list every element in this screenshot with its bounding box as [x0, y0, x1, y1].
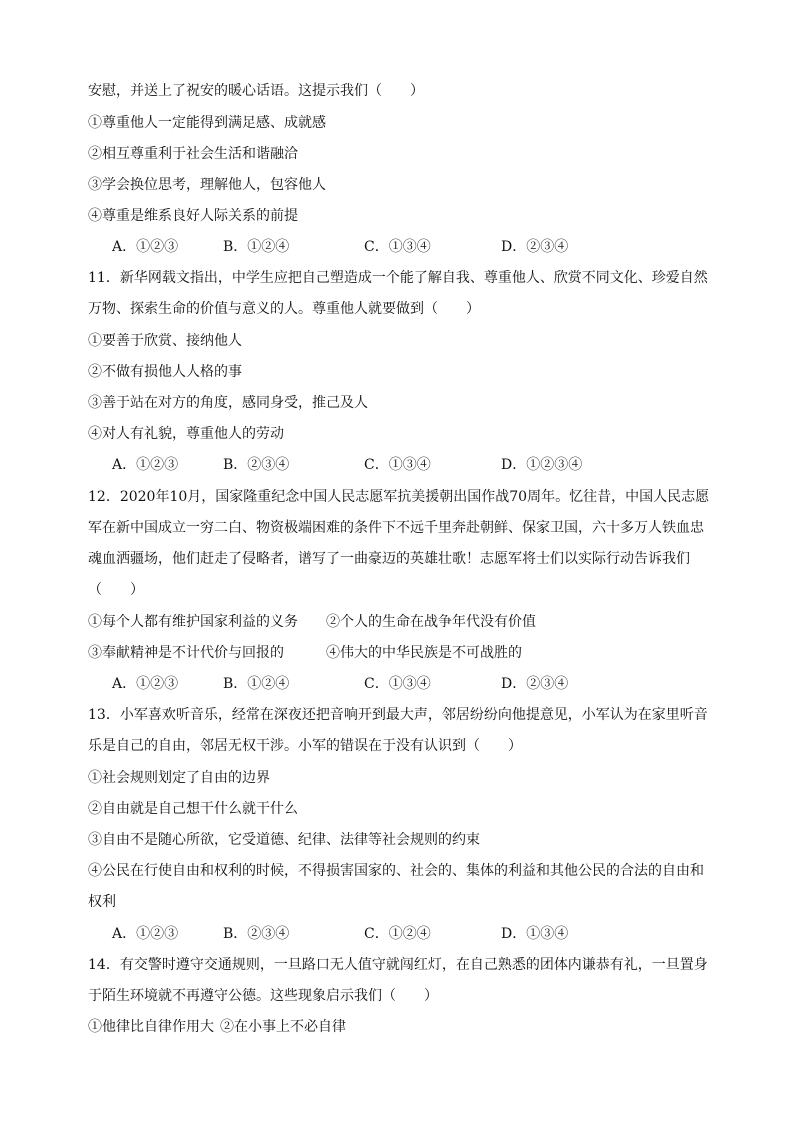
q13-stem-line-2: 乐是自己的自由，邻居无权干涉。小军的错误在于没有认识到（ ） [88, 738, 522, 754]
q11-option-b[interactable]: B．②③④ [223, 457, 290, 473]
q13-item-2: ②自由就是自己想干什么就干什么 [88, 801, 298, 817]
q12-items-row-1 [88, 612, 536, 632]
q11-item-4: ④对人有礼貌，尊重他人的劳动 [88, 426, 284, 442]
q14-item-1: ①他律比自律作用大 [88, 1019, 214, 1035]
q11-option-c[interactable]: C．①③④ [364, 457, 431, 473]
q13-option-a[interactable]: A．①②③ [112, 926, 179, 942]
q11-item-2: ②不做有损他人人格的事 [88, 364, 242, 380]
q12-stem-line-3: 魂血洒疆场，他们赶走了侵略者，谱写了一曲豪迈的英雄壮歌！志愿军将士们以实际行动告诉我们 [88, 551, 690, 567]
q12-option-a[interactable]: A．①②③ [112, 676, 179, 692]
q13-item-4-line-1: ④公民在行使自由和权利的时候，不得损害国家的、社会的、集体的利益和其他公民的合法的自由和 [88, 863, 704, 879]
q12-option-d[interactable]: D．②③④ [501, 676, 569, 692]
q10-option-a[interactable]: A．①②③ [112, 239, 179, 255]
q10-option-b[interactable]: B．①②④ [223, 239, 290, 255]
q12-option-b[interactable]: B．①②④ [223, 676, 290, 692]
q13-option-c[interactable]: C．①②④ [364, 926, 431, 942]
q10-item-1: ①尊重他人一定能得到满足感、成就感 [88, 115, 326, 131]
q10-item-4: ④尊重是维系良好人际关系的前提 [88, 208, 298, 224]
q12-item-2: ②个人的生命在战争年代没有价值 [326, 614, 536, 630]
q10-stem: 安慰，并送上了祝安的暖心话语。这提示我们（ ） [88, 83, 424, 99]
q14-items-row-1 [88, 1017, 346, 1037]
q12-stem-line-1: 12．2020年10月，国家隆重纪念中国人民志愿军抗美援朝出国作战70周年。忆往昔，中国人民志愿 [88, 489, 710, 505]
q11-option-d[interactable]: D．①②③④ [501, 457, 583, 473]
q10-item-3: ③学会换位思考，理解他人，包容他人 [88, 177, 326, 193]
q12-item-3: ③奉献精神是不计代价与回报的 [88, 645, 284, 661]
q12-item-1: ①每个人都有维护国家利益的义务 [88, 614, 298, 630]
q13-option-b[interactable]: B．②③④ [223, 926, 290, 942]
q13-item-3: ③自由不是随心所欲，它受道德、纪律、法律等社会规则的约束 [88, 832, 480, 848]
q12-stem-line-2: 军在新中国成立一穷二白、物资极端困难的条件下不远千里奔赴朝鲜、保家卫国，六十多万人铁血忠 [88, 520, 704, 536]
q10-item-2: ②相互尊重利于社会生活和谐融洽 [88, 146, 298, 162]
q10-option-c[interactable]: C．①③④ [364, 239, 431, 255]
q10-option-d[interactable]: D．②③④ [501, 239, 569, 255]
q11-stem-line-2: 万物、探索生命的价值与意义的人。尊重他人就要做到（ ） [88, 301, 480, 317]
q14-stem-line-1: 14．有交警时遵守交通规则，一旦路口无人值守就闯红灯，在自己熟悉的团体内谦恭有礼，一旦置身 [88, 957, 708, 973]
q11-option-a[interactable]: A．①②③ [112, 457, 179, 473]
q13-item-1: ①社会规则划定了自由的边界 [88, 770, 270, 786]
q14-stem-line-2: 于陌生环境就不再遵守公德。这些现象启示我们（ ） [88, 988, 438, 1004]
q12-option-c[interactable]: C．①③④ [364, 676, 431, 692]
q11-item-1: ①要善于欣赏、接纳他人 [88, 333, 242, 349]
q13-item-4-line-2: 权利 [88, 894, 116, 910]
q12-stem-line-4: （ ） [88, 582, 144, 598]
q14-item-2: ②在小事上不必自律 [220, 1019, 346, 1035]
q12-item-4: ④伟大的中华民族是不可战胜的 [326, 645, 522, 661]
q13-stem-line-1: 13．小军喜欢听音乐，经常在深夜还把音响开到最大声，邻居纷纷向他提意见，小军认为在家里听音 [88, 707, 708, 723]
q13-option-d[interactable]: D．①③④ [501, 926, 569, 942]
q12-items-row-2 [88, 643, 522, 663]
q11-item-3: ③善于站在对方的角度，感同身受，推己及人 [88, 395, 368, 411]
q11-stem-line-1: 11．新华网载文指出，中学生应把自己塑造成一个能了解自我、尊重他人、欣赏不同文化、珍爱自然 [88, 270, 708, 286]
